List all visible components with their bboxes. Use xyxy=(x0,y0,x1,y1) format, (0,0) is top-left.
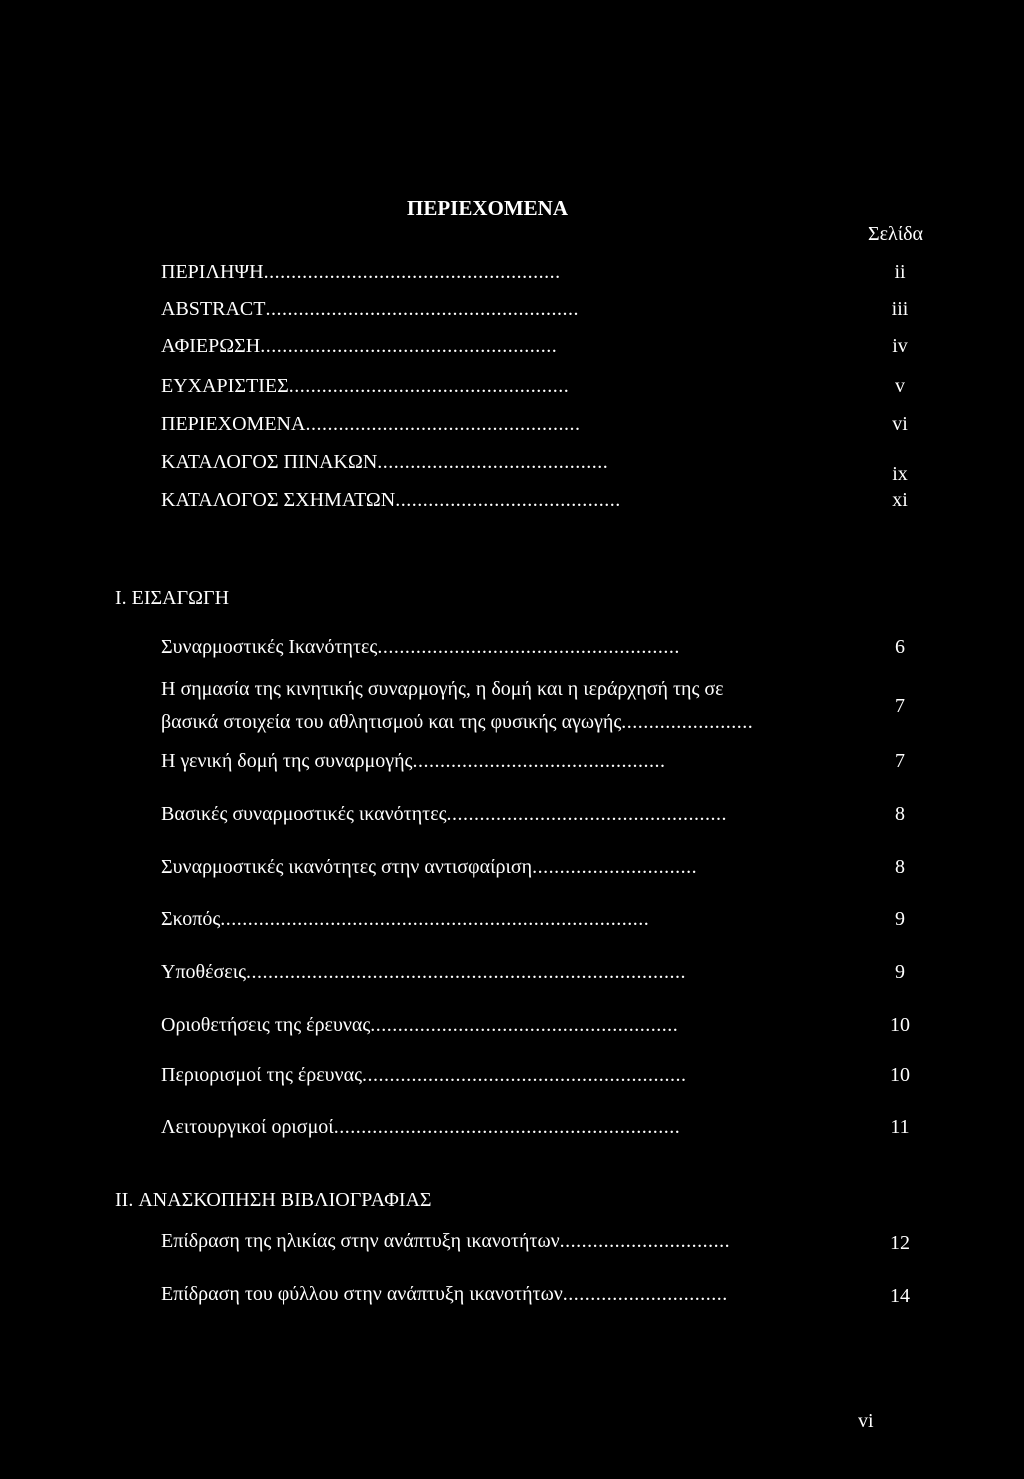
toc-page: xi xyxy=(892,489,908,511)
toc-entry-line1: Η σημασία της κινητικής συναρμογής, η δομή και η ιεράρχησή της σε xyxy=(161,678,724,700)
chapter-heading: Ι. ΕΙΣΑΓΩΓΗ xyxy=(115,587,230,609)
toc-page: 14 xyxy=(890,1285,910,1307)
toc-page: v xyxy=(895,375,905,397)
toc-entry-periexomena: ΠΕΡΙΕΧΟΜΕΝΑ.................................................. xyxy=(161,413,581,435)
toc-page: ix xyxy=(892,463,908,485)
toc-page: 11 xyxy=(890,1116,910,1138)
toc-entry: Περιορισμοί της έρευνας........................................................... xyxy=(161,1064,687,1086)
toc-entry: Υποθέσεις................................................................................ xyxy=(161,961,686,983)
toc-page: 10 xyxy=(890,1064,910,1086)
toc-entry-abstract: ABSTRACT......................................................... xyxy=(161,298,579,320)
toc-page: 12 xyxy=(890,1232,910,1254)
toc-page: 9 xyxy=(895,908,905,930)
toc-entry-efxaristies: ΕΥΧΑΡΙΣΤΙΕΣ................................................... xyxy=(161,375,570,397)
toc-page: iv xyxy=(892,335,908,357)
toc-page: 9 xyxy=(895,961,905,983)
toc-page: 6 xyxy=(895,636,905,658)
toc-entry: Σκοπός.............................................................................. xyxy=(161,908,650,930)
toc-page: iii xyxy=(891,298,909,320)
toc-entry: Συναρμοστικές ικανότητες στην αντισφαίριση.............................. xyxy=(161,856,698,878)
toc-page: 8 xyxy=(895,856,905,878)
toc-page: 10 xyxy=(890,1014,910,1036)
chapter-heading: II. ΑΝΑΣΚΟΠΗΣΗ ΒΙΒΛΙΟΓΡΑΦΙΑΣ xyxy=(115,1189,432,1211)
toc-entry-afierosi: ΑΦΙΕΡΩΣΗ...................................................... xyxy=(161,335,558,357)
toc-entry: Οριοθετήσεις της έρευνας........................................................ xyxy=(161,1014,679,1036)
toc-page: 7 xyxy=(895,695,905,717)
toc-entry-katalogos-pinakon: ΚΑΤΑΛΟΓΟΣ ΠΙΝΑΚΩΝ.......................................... xyxy=(161,451,609,473)
toc-entry: Επίδραση του φύλλου στην ανάπτυξη ικανοτήτων.............................. xyxy=(161,1283,728,1305)
toc-entry: Επίδραση της ηλικίας στην ανάπτυξη ικανοτήτων............................... xyxy=(161,1230,731,1252)
toc-page: 8 xyxy=(895,803,905,825)
page-column-label: Σελίδα xyxy=(868,223,924,245)
toc-page: vi xyxy=(892,413,908,435)
toc-entry-katalogos-sximaton: ΚΑΤΑΛΟΓΟΣ ΣΧΗΜΑΤΩΝ......................................... xyxy=(161,489,621,511)
toc-entry: Βασικές συναρμοστικές ικανότητες................................................... xyxy=(161,803,728,825)
toc-entry-line2: βασικά στοιχεία του αθλητισμού και της φυσικής αγωγής........................ xyxy=(161,711,754,733)
toc-page: 7 xyxy=(895,750,905,772)
toc-entry: Συναρμοστικές Ικανότητες....................................................... xyxy=(161,636,680,658)
page-number-footer: vi xyxy=(858,1410,874,1432)
toc-entry: Λειτουργικοί ορισμοί............................................................... xyxy=(161,1116,681,1138)
toc-page: ii xyxy=(894,261,906,283)
toc-title: ΠΕΡΙΕΧΟΜΕΝΑ xyxy=(407,196,569,220)
toc-entry-perilipsi: ΠΕΡΙΛΗΨΗ...................................................... xyxy=(161,261,561,283)
toc-entry: Η γενική δομή της συναρμογής.............................................. xyxy=(161,750,666,772)
